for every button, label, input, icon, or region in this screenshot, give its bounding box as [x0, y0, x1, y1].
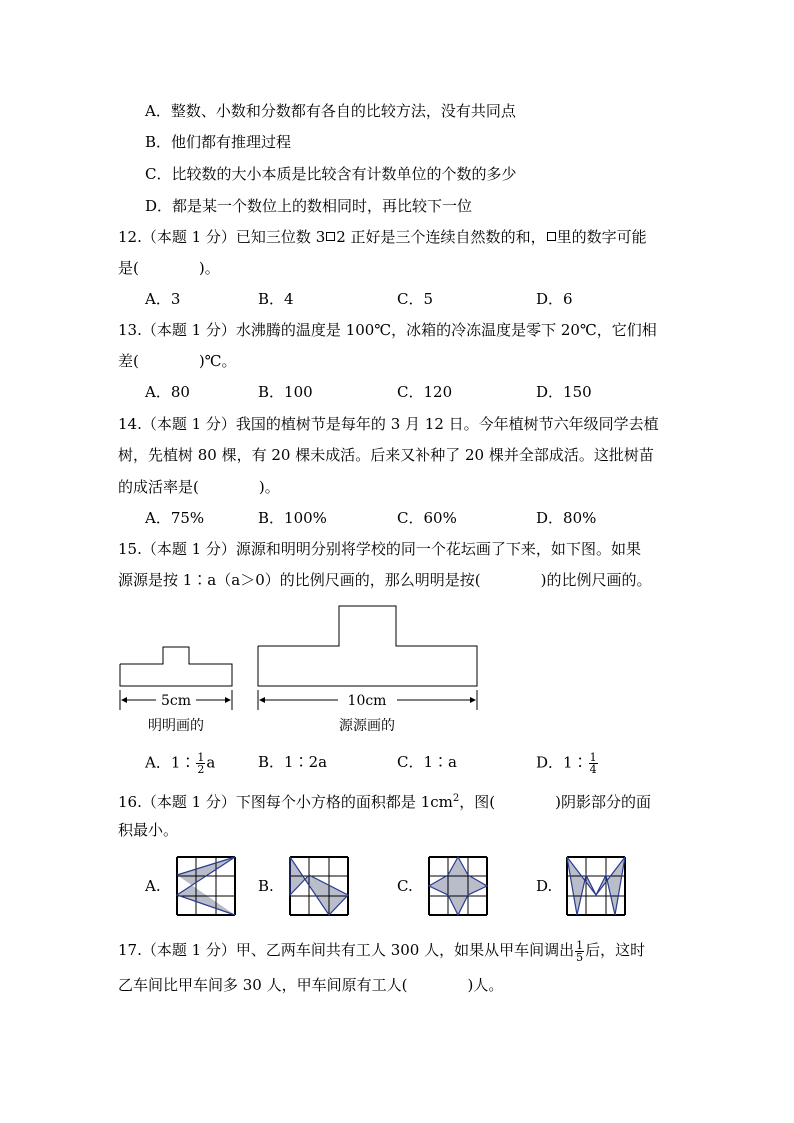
q17-stem-line2: 乙车间比甲车间多 30 人，甲车间原有工人( )人。	[118, 976, 504, 994]
q13-option-d: D．150	[536, 383, 592, 401]
q15-option-a: A．1∶ $\frac{1}{2}$ a	[145, 751, 216, 776]
q16-label-a: A.	[145, 877, 161, 895]
left-dimension-label: 5cm	[160, 693, 192, 709]
right-arrow-icon	[470, 697, 476, 703]
q16-stem-line2: 积最小。	[118, 821, 179, 839]
q13-stem-line1: 13.（本题 1 分）水沸腾的温度是 100℃，冰箱的冷冻温度是零下 20℃，它们相	[118, 321, 657, 339]
q16-label-b: B.	[258, 877, 274, 895]
right-arrow-icon	[225, 697, 231, 703]
right-dimension-label: 10cm	[347, 693, 387, 709]
shape-outline-a	[177, 857, 235, 915]
left-arrow-icon	[121, 697, 127, 703]
fraction-one-quarter: $\frac{1}{4}$	[589, 751, 597, 776]
yuanyuan-flowerbed-shape	[258, 606, 477, 686]
q14-stem-line2: 树，先植树 80 棵，有 20 棵未成活。后来又补种了 20 棵并全部成活。这批树苗	[118, 446, 654, 464]
q16-stem-line1: 16.（本题 1 分）下图每个小方格的面积都是 $1cm^2$，图( )阴影部分的面	[118, 793, 651, 811]
q14-stem-line1: 14.（本题 1 分）我国的植树节是每年的 3 月 12 日。今年植树节六年级同学去植	[118, 415, 659, 433]
q14-option-d: D．80%	[536, 509, 597, 527]
fraction-one-fifth: $\frac{1}{5}$	[576, 938, 584, 964]
q12-option-c: C．5	[397, 290, 434, 308]
blank-square-icon	[326, 232, 335, 241]
q15-stem-line2: 源源是按 1∶a（a＞0）的比例尺画的，那么明明是按( )的比例尺画的。	[118, 571, 652, 589]
q13-option-b: B．100	[258, 383, 313, 401]
q11-option-a: A．整数、小数和分数都有各自的比较方法，没有共同点	[145, 102, 516, 120]
q13-option-a: A．80	[145, 383, 190, 401]
grid-figure-d	[565, 855, 629, 917]
q13-option-c: C．120	[397, 383, 453, 401]
fraction-one-half: $\frac{1}{2}$	[197, 751, 205, 776]
q12-stem-line2: 是( )。	[118, 259, 220, 277]
q15-stem-line1: 15.（本题 1 分）源源和明明分别将学校的同一个花坛画了下来，如下图。如果	[118, 540, 641, 558]
q14-stem-line3: 的成活率是( )。	[118, 478, 280, 496]
q14-option-b: B．100%	[258, 509, 327, 527]
q12-option-b: B．4	[258, 290, 294, 308]
q12-option-a: A．3	[145, 290, 181, 308]
q14-option-c: C．60%	[397, 509, 457, 527]
q15-option-b: B．1∶2a	[258, 753, 328, 771]
q11-option-c: C．比较数的大小本质是比较含有计数单位的个数的多少	[145, 165, 517, 183]
right-caption: 源源画的	[339, 718, 395, 734]
blank-square-icon	[547, 232, 556, 241]
left-arrow-icon	[259, 697, 265, 703]
grid-figure-a	[175, 855, 239, 917]
q17-stem-line1: 17.（本题 1 分）甲、乙两车间共有工人 300 人，如果从甲车间调出 $\frac{1}{5}$ 后，这时	[118, 938, 646, 964]
shaded-region-c	[429, 857, 487, 915]
q15-option-c: C．1∶a	[397, 753, 457, 771]
left-caption: 明明画的	[148, 718, 204, 734]
mingming-flowerbed-shape	[120, 647, 232, 686]
grid-figure-b	[288, 855, 352, 917]
q16-label-d: D.	[536, 877, 553, 895]
q11-option-d: D．都是某一个数位上的数相同时，再比较下一位	[145, 197, 473, 215]
q11-option-b: B．他们都有推理过程	[145, 133, 292, 151]
q16-label-c: C.	[397, 877, 413, 895]
q14-option-a: A．75%	[145, 509, 205, 527]
q13-stem-line2: 差( )℃。	[118, 352, 237, 370]
q12-option-d: D．6	[536, 290, 573, 308]
flowerbed-figure	[110, 600, 490, 740]
grid-figure-c	[427, 855, 491, 917]
q15-option-d: D．1∶ $\frac{1}{4}$	[536, 751, 597, 776]
q12-stem-line1: 12.（本题 1 分）已知三位数 3 2 正好是三个连续自然数的和， 里的数字可能	[118, 228, 647, 246]
